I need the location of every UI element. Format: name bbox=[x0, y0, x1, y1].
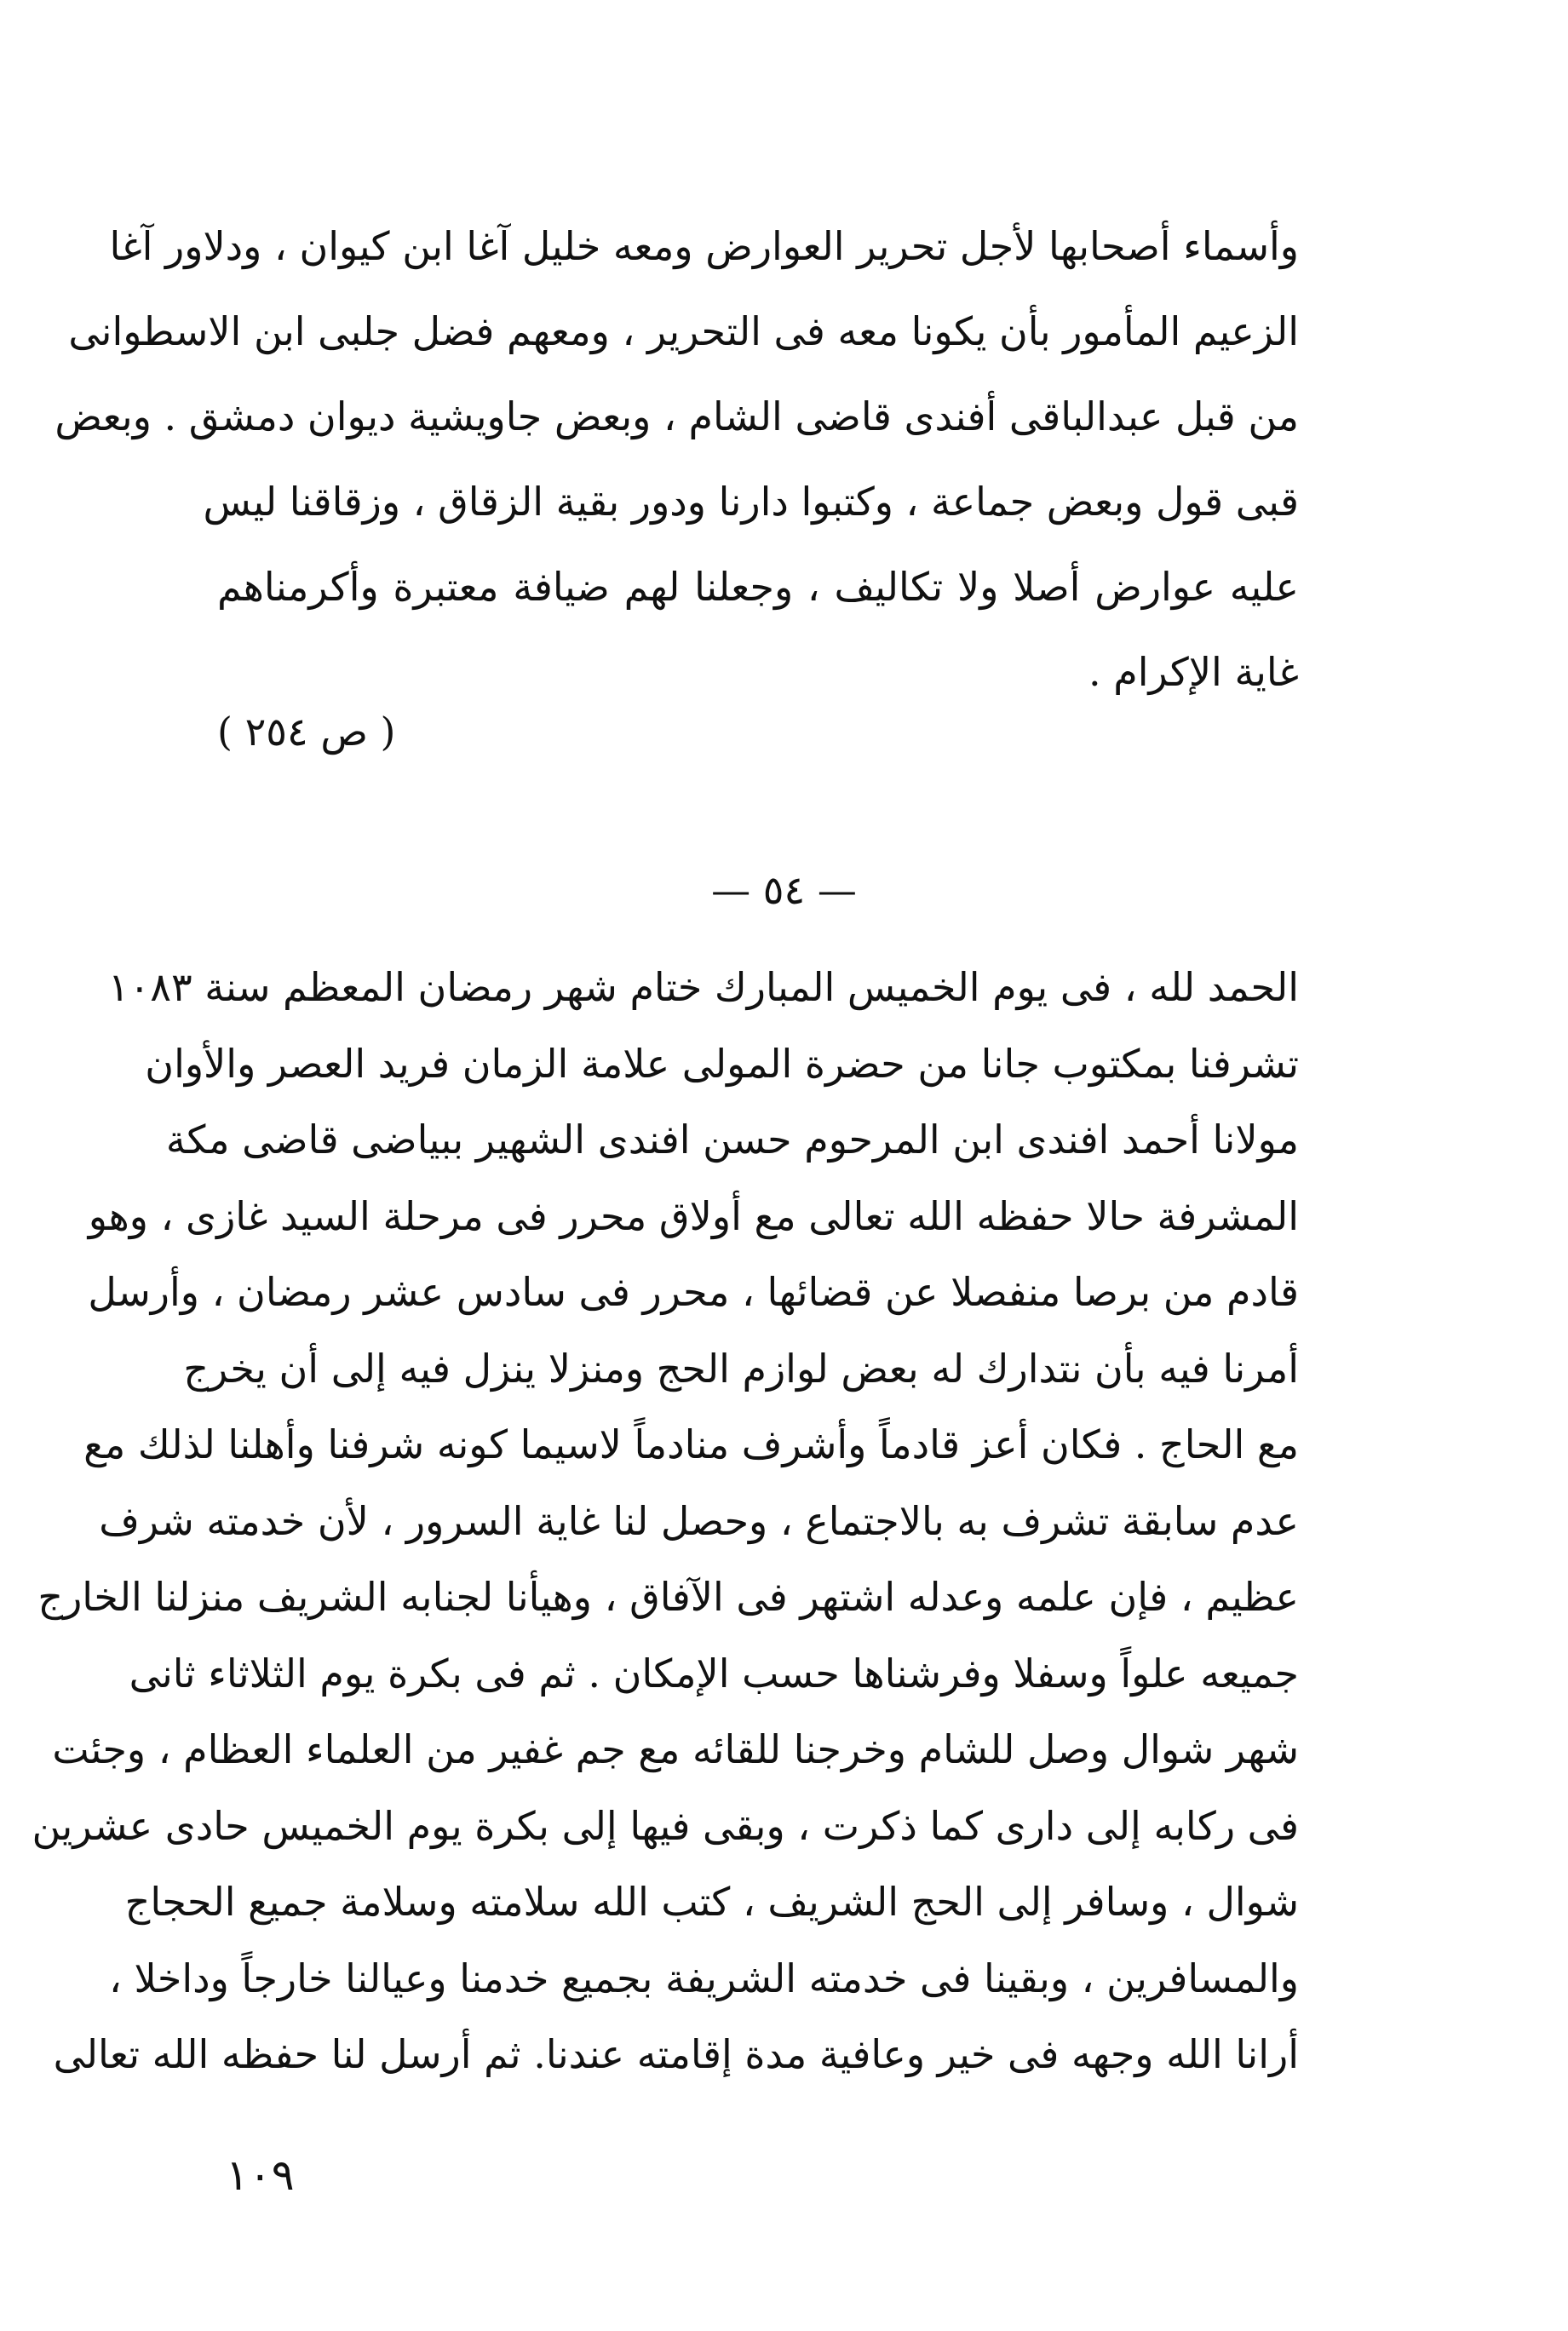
text-line: شوال ، وسافر إلى الحج الشريف ، كتب الله سلامته وسلامة جميع الحجاج bbox=[124, 1879, 1299, 1926]
text-line: شهر شوال وصل للشام وخرجنا للقائه مع جم غفير من العلماء العظام ، وجئت bbox=[52, 1726, 1299, 1773]
text-line: عظيم ، فإن علمه وعدله اشتهر فى الآفاق ، وهيأنا لجنابه الشريف منزلنا الخارج bbox=[37, 1574, 1299, 1621]
text-line: عدم سابقة تشرف به بالاجتماع ، وحصل لنا غاية السرور ، لأن خدمته شرف bbox=[99, 1497, 1299, 1544]
text-line: وأسماء أصحابها لأجل تحرير العوارض ومعه خليل آغا ابن كيوان ، ودلاور آغا bbox=[109, 223, 1299, 270]
section-number: — ٥٤ — bbox=[711, 867, 857, 913]
text-line: مع الحاج . فكان أعز قادماً وأشرف منادماً لاسيما كونه شرفنا وأهلنا لذلك مع bbox=[83, 1421, 1299, 1468]
top-paragraph bbox=[55, 204, 1299, 715]
text-line: غاية الإكرام . bbox=[1088, 649, 1299, 696]
text-line: أمرنا فيه بأن نتدارك له بعض لوازم الحج ومنزلا ينزل فيه إلى أن يخرج bbox=[183, 1345, 1299, 1392]
text-line: المشرفة حالا حفظه الله تعالى مع أولاق محرر فى مرحلة السيد غازى ، وهو bbox=[88, 1192, 1299, 1239]
text-line: عليه عوارض أصلا ولا تكاليف ، وجعلنا لهم ضيافة معتبرة وأكرمناهم bbox=[217, 564, 1299, 611]
page-number: ١٠٩ bbox=[226, 2150, 295, 2200]
text-line: فى ركابه إلى دارى كما ذكرت ، وبقى فيها إلى بكرة يوم الخميس حادى عشرين bbox=[32, 1802, 1299, 1849]
text-line: الزعيم المأمور بأن يكونا معه فى التحرير ، ومعهم فضل جلبى ابن الاسطوانى bbox=[68, 308, 1299, 355]
text-line: الحمد لله ، فى يوم الخميس المبارك ختام شهر رمضان المعظم سنة ١٠٨٣ bbox=[107, 964, 1299, 1011]
text-line: مولانا أحمد افندى ابن المرحوم حسن افندى الشهير ببياضى قاضى مكة bbox=[165, 1117, 1299, 1163]
text-line: قبى قول وبعض جماعة ، وكتبوا دارنا ودور بقية الزقاق ، وزقاقنا ليس bbox=[203, 479, 1299, 525]
main-paragraph bbox=[32, 950, 1299, 2093]
page-reference: ( ص ٢٥٤ ) bbox=[217, 709, 396, 755]
text-line: جميعه علواً وسفلا وفرشناها حسب الإمكان . ثم فى بكرة يوم الثلاثاء ثانى bbox=[129, 1650, 1299, 1697]
text-line: أرانا الله وجهه فى خير وعافية مدة إقامته عندنا. ثم أرسل لنا حفظه الله تعالى bbox=[53, 2031, 1299, 2078]
text-line: قادم من برصا منفصلا عن قضائها ، محرر فى سادس عشر رمضان ، وأرسل bbox=[88, 1269, 1299, 1316]
text-line: تشرفنا بمكتوب جانا من حضرة المولى علامة الزمان فريد العصر والأوان bbox=[145, 1040, 1299, 1087]
text-line: من قبل عبدالباقى أفندى قاضى الشام ، وبعض جاويشية ديوان دمشق . وبعض bbox=[55, 393, 1299, 440]
text-line: والمسافرين ، وبقينا فى خدمته الشريفة بجميع خدمنا وعيالنا خارجاً وداخلا ، bbox=[108, 1955, 1299, 2001]
